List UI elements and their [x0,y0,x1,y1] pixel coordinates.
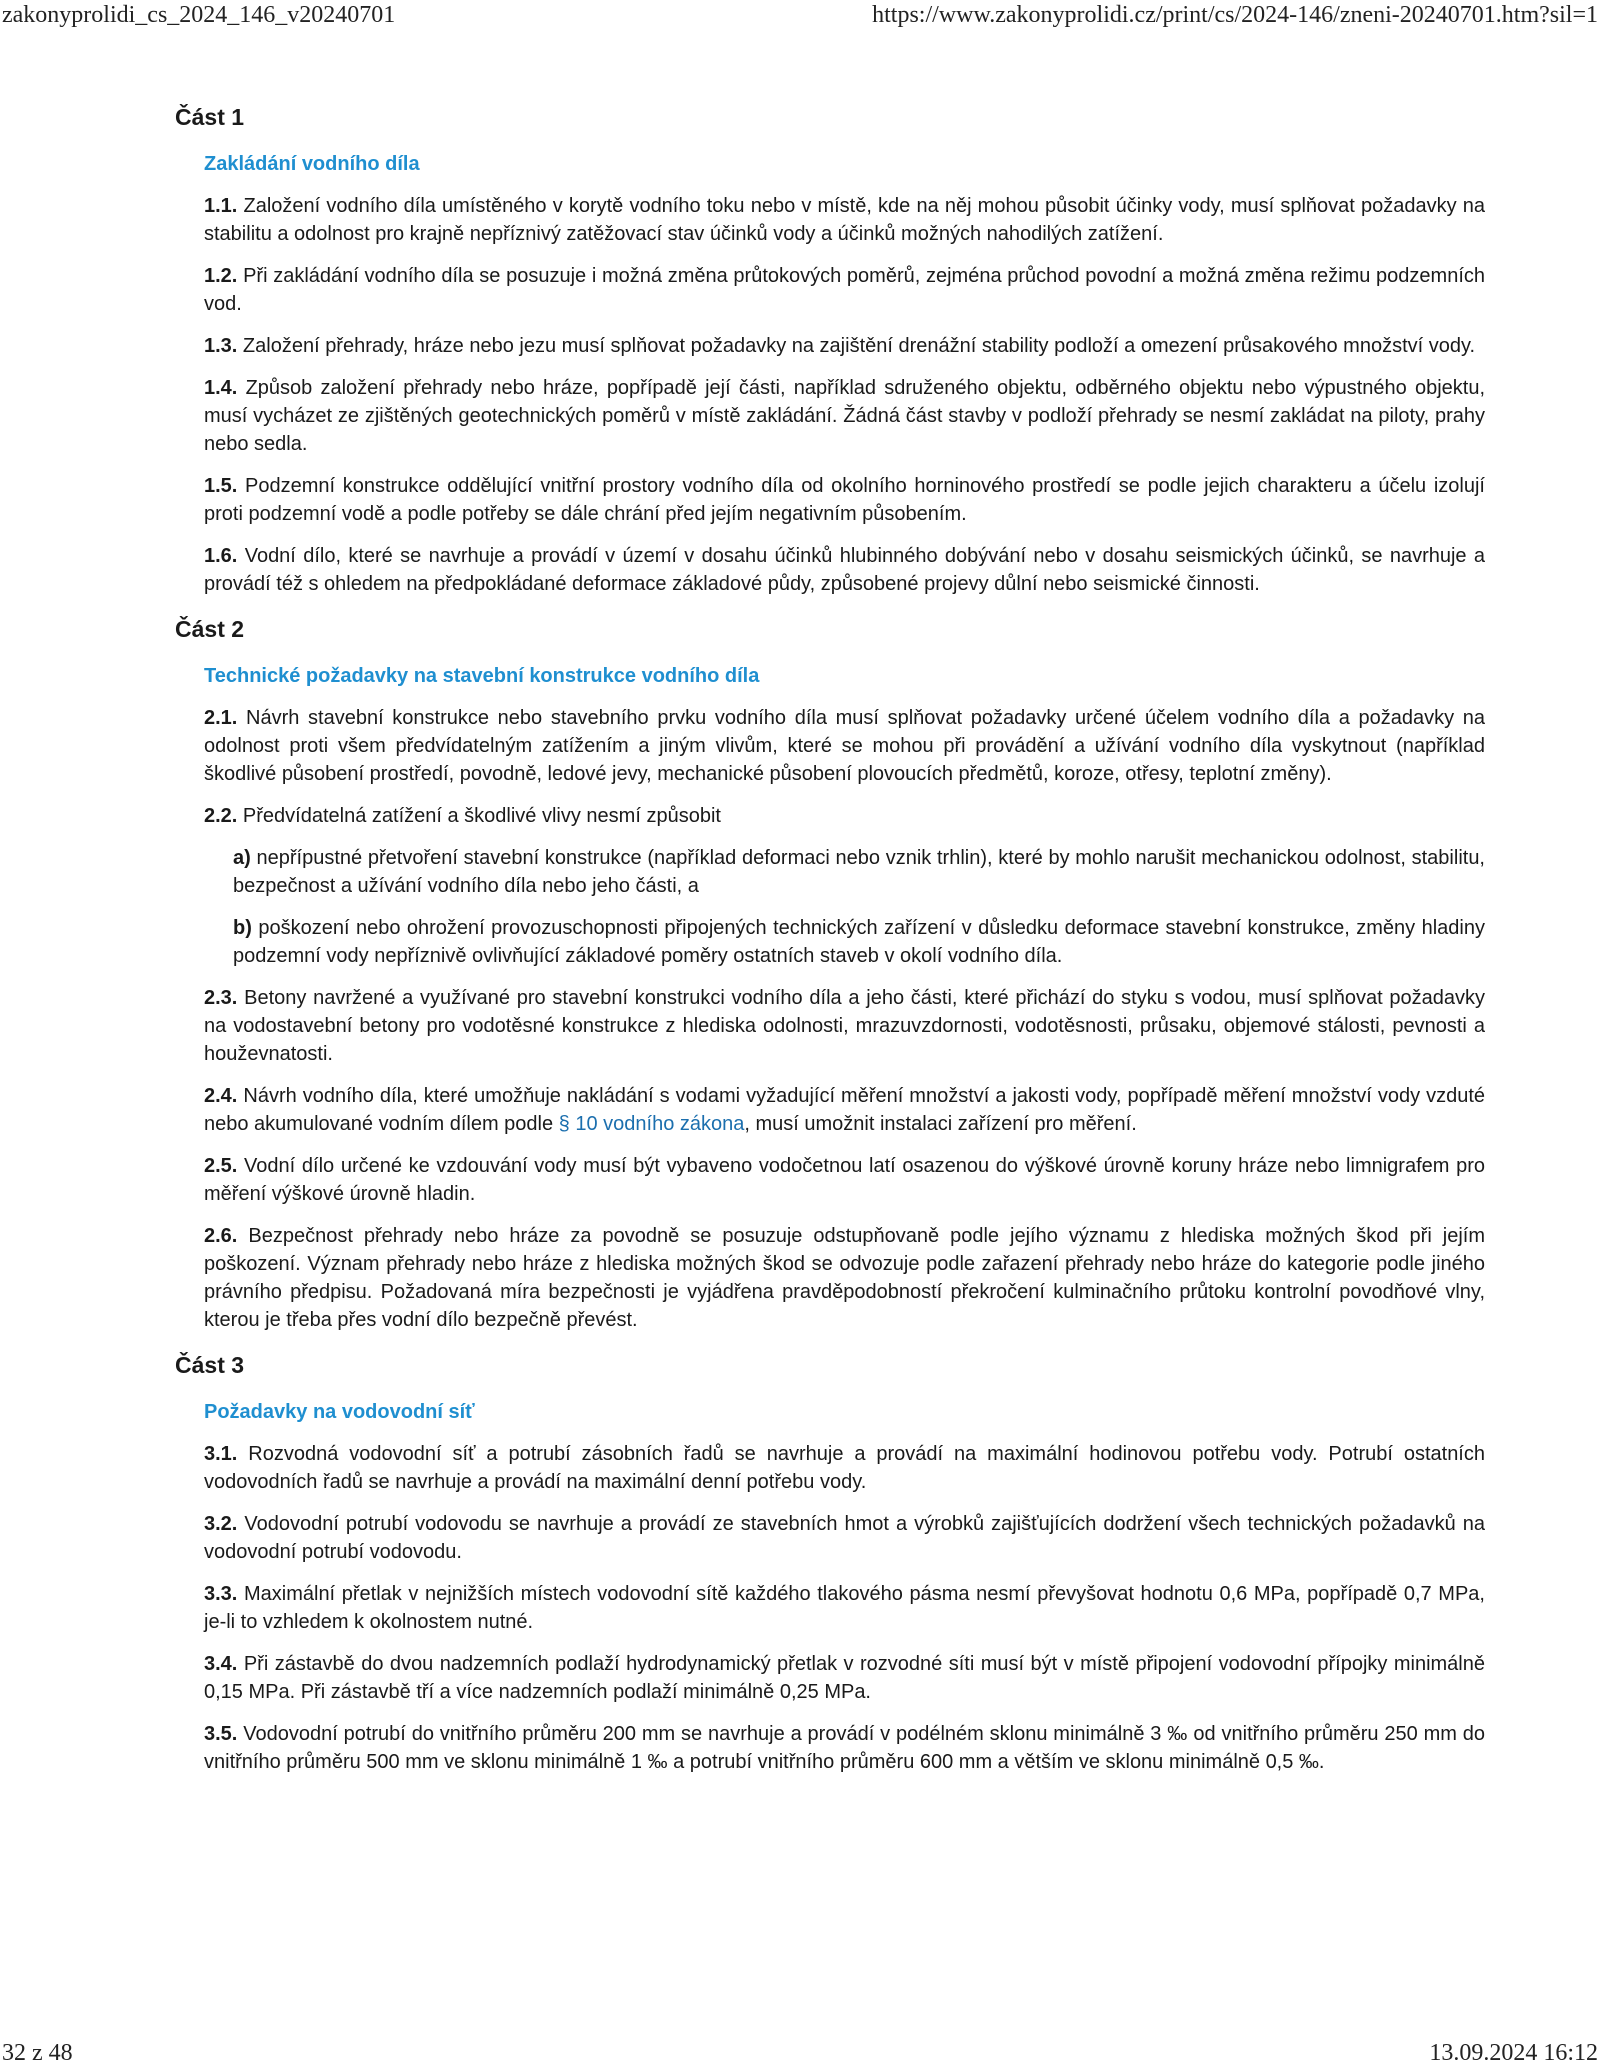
part-3-title: Část 3 [175,1352,245,1378]
paragraph-number: 2.3. [204,987,238,1009]
paragraph-2-1 [204,704,1485,788]
paragraph-text: Založení přehrady, hráze nebo jezu musí splňovat požadavky na zajištění drenážní stability podloží a omezení průsakového množství vody. [242,335,1476,357]
print-timestamp: 13.09.2024 16:12 [1429,2040,1598,2066]
subparagraph-letter: b) [233,917,252,939]
paragraph-text: Předvídatelná zatížení a škodlivé vlivy nesmí způsobit [242,805,721,827]
paragraph-3-3 [204,1580,1485,1636]
paragraph-2-5 [204,1152,1485,1208]
paragraph-3-2 [204,1510,1485,1566]
print-header [0,2,1600,32]
paragraph-number: 3.2. [204,1513,238,1535]
paragraph-2-3 [204,984,1485,1068]
header-document-id: zakonyprolidi_cs_2024_146_v20240701 [2,2,396,28]
page-counter: 32 z 48 [2,2040,73,2066]
subparagraph-a [233,844,1485,900]
paragraph-text: Založení vodního díla umístěného v korytě vodního toku nebo v místě, kde na něj mohou působit účinky vody, musí splňovat požadavky na stabilitu a odolnost pro krajně nepříznivý zatěžovací stav účinků vody a účinků možných nahodilých zatížení. [204,195,1485,245]
paragraph-number: 3.3. [204,1583,238,1605]
paragraph-number: 2.4. [204,1085,238,1107]
paragraph-1-4 [204,374,1485,458]
paragraph-number: 1.4. [204,377,238,399]
paragraph-1-1 [204,192,1485,248]
paragraph-1-3 [204,332,1485,360]
paragraph-text: Vodní dílo, které se navrhuje a provádí v území v dosahu účinků hlubinného dobývání nebo v dosahu seismických účinků, se navrhuje a provádí též s ohledem na předpokládané deformace základové půdy, způsobené projevy důlní nebo seismické činnosti. [204,545,1485,595]
paragraph-number: 3.1. [204,1443,238,1465]
paragraph-text: Podzemní konstrukce oddělující vnitřní prostory vodního díla od okolního horninového prostředí se podle jejich charakteru a účelu izolují proti podzemní vodě a podle potřeby se dále chrání před jejím negativním působením. [204,475,1485,525]
header-url: https://www.zakonyprolidi.cz/print/cs/2024-146/zneni-20240701.htm?sil=1 [872,2,1598,28]
paragraph-number: 1.2. [204,265,238,287]
subparagraph-letter: a) [233,847,251,869]
paragraph-1-6 [204,542,1485,598]
paragraph-3-1 [204,1440,1485,1496]
paragraph-text: Návrh vodního díla, které umožňuje nakládání s vodami vyžadující měření množství a jakosti vody, popřípadě měření množství vody vzduté nebo akumulované vodním dílem podle [204,1085,1486,1135]
paragraph-number: 1.1. [204,195,238,217]
part-2-title: Část 2 [175,616,245,642]
paragraph-3-5 [204,1720,1485,1776]
paragraph-1-5 [204,472,1485,528]
paragraph-number: 1.3. [204,335,238,357]
paragraph-text: Bezpečnost přehrady nebo hráze za povodně se posuzuje odstupňovaně podle jejího významu z hlediska možných škod při jejím poškození. Význam přehrady nebo hráze z hlediska možných škod se odvozuje podle zařazení přehrady nebo hráze do kategorie podle jiného právního předpisu. Požadovaná míra bezpečnosti je vyjádřena pravděpodobností překročení kulminačního průtoku kontrolní povodňové vlny, kterou je třeba přes vodní dílo bezpečně převést. [204,1225,1485,1331]
subparagraph-text: nepřípustné přetvoření stavební konstrukce (například deformaci nebo vznik trhlin), které by mohlo narušit mechanickou odolnost, stabilitu, bezpečnost a užívání vodního díla nebo jeho části, a [233,847,1485,897]
paragraph-number: 2.6. [204,1225,238,1247]
document-content [175,100,1485,1790]
part-1-section [204,150,1485,598]
paragraph-number: 1.6. [204,545,238,567]
section-title-vodovodni-sit: Požadavky na vodovodní síť [204,1401,475,1423]
paragraph-text-after-link: , musí umožnit instalaci zařízení pro měření. [744,1113,1137,1135]
part-3-section [204,1398,1485,1776]
paragraph-number: 2.1. [204,707,238,729]
section-title-technicke-pozadavky: Technické požadavky na stavební konstrukce vodního díla [204,665,760,687]
paragraph-number: 2.5. [204,1155,238,1177]
paragraph-2-4 [204,1082,1485,1138]
paragraph-number: 2.2. [204,805,238,827]
paragraph-text: Vodovodní potrubí do vnitřního průměru 200 mm se navrhuje a provádí v podélném sklonu minimálně 3 ‰ od vnitřního průměru 250 mm do vnitřního průměru 500 mm ve sklonu minimálně 1 ‰ a potrubí vnitřního průměru 600 mm a větším ve sklonu minimálně 0,5 ‰. [204,1723,1485,1773]
paragraph-text: Vodní dílo určené ke vzdouvání vody musí být vybaveno vodočetnou latí osazenou do výškové úrovně koruny hráze nebo limnigrafem pro měření výškové úrovně hladin. [204,1155,1486,1205]
paragraph-text: Betony navržené a využívané pro stavební konstrukci vodního díla a jeho části, které přichází do styku s vodou, musí splňovat požadavky na vodostavební betony pro vodotěsné konstrukce z hlediska odolnosti, mrazuvzdornosti, vodotěsnosti, průsaku, objemové stálosti, pevnosti a houževnatosti. [204,987,1485,1065]
paragraph-3-4 [204,1650,1485,1706]
paragraph-text: Návrh stavební konstrukce nebo stavebního prvku vodního díla musí splňovat požadavky určené účelem vodního díla a požadavky na odolnost proti všem předvídatelným zatížením a jiným vlivům, které se mohou při provádění a užívání vodního díla vyskytnout (například škodlivé působení prostředí, povodně, ledové jevy, mechanické působení plovoucích předmětů, koroze, otřesy, teplotní změny). [204,707,1485,785]
part-2-section [204,662,1485,1334]
paragraph-text: Způsob založení přehrady nebo hráze, popřípadě její části, například sdruženého objektu, odběrného objektu nebo výpustného objektu, musí vycházet ze zjištěných geotechnických poměrů v místě zakládání. Žádná část stavby v podloží přehrady se nesmí zakládat na piloty, prahy nebo sedla. [204,377,1485,455]
paragraph-number: 3.4. [204,1653,238,1675]
paragraph-number: 3.5. [204,1723,238,1745]
paragraph-1-2 [204,262,1485,318]
paragraph-2-2 [204,802,1485,830]
print-footer [0,2040,1600,2070]
subparagraph-b [233,914,1485,970]
paragraph-text: Maximální přetlak v nejnižších místech vodovodní sítě každého tlakového pásma nesmí převyšovat hodnotu 0,6 MPa, popřípadě 0,7 MPa, je-li to vzhledem k okolnostem nutné. [204,1583,1485,1633]
paragraph-number: 1.5. [204,475,238,497]
vodni-zakon-link[interactable]: § 10 vodního zákona [558,1113,745,1135]
paragraph-text: Rozvodná vodovodní síť a potrubí zásobních řadů se navrhuje a provádí na maximální hodinovou potřebu vody. Potrubí ostatních vodovodních řadů se navrhuje a provádí na maximální denní potřebu vody. [204,1443,1485,1493]
paragraph-text: Při zástavbě do dvou nadzemních podlaží hydrodynamický přetlak v rozvodné síti musí být v místě připojení vodovodní přípojky minimálně 0,15 MPa. Při zástavbě tří a více nadzemních podlaží minimálně 0,25 MPa. [204,1653,1485,1703]
paragraph-2-6 [204,1222,1485,1334]
paragraph-text: Vodovodní potrubí vodovodu se navrhuje a provádí ze stavebních hmot a výrobků zajišťujících dodržení všech technických požadavků na vodovodní potrubí vodovodu. [204,1513,1485,1563]
paragraph-text: Při zakládání vodního díla se posuzuje i možná změna průtokových poměrů, zejména průchod povodní a možná změna režimu podzemních vod. [204,265,1486,315]
section-title-zakladani: Zakládání vodního díla [204,153,420,175]
part-1-title: Část 1 [175,104,245,130]
subparagraph-text: poškození nebo ohrožení provozuschopnosti připojených technických zařízení v důsledku deformace stavební konstrukce, změny hladiny podzemní vody nepříznivě ovlivňující základové poměry ostatních staveb v okolí vodního díla. [233,917,1485,967]
